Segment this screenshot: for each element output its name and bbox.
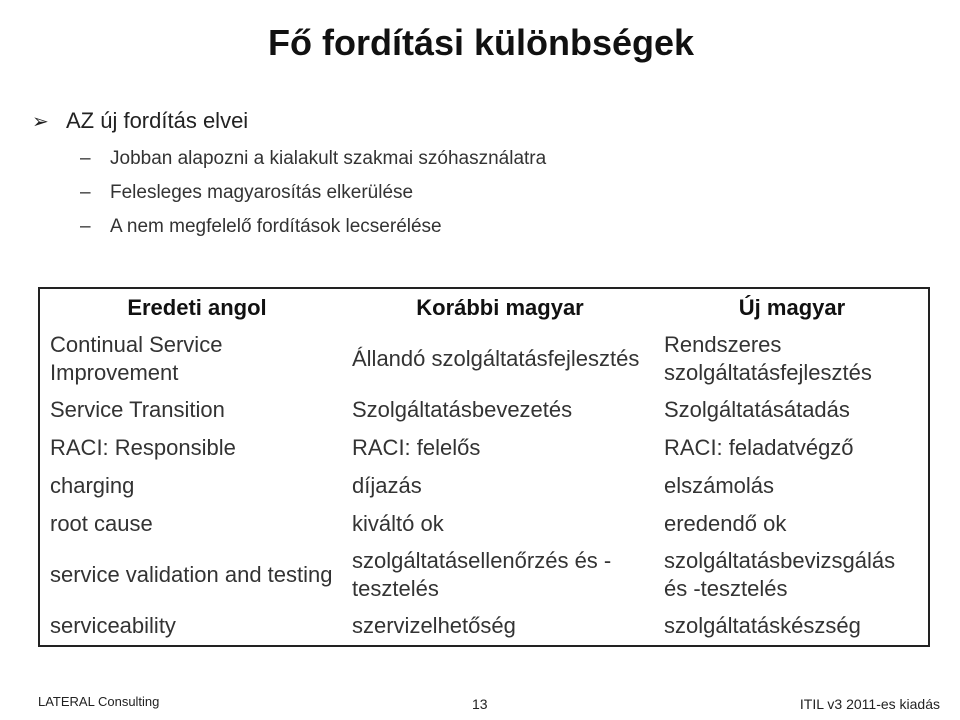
cell-english: RACI: Responsible xyxy=(50,435,236,460)
translation-table xyxy=(38,287,930,647)
sub-bullet-text: Felesleges magyarosítás elkerülése xyxy=(110,182,414,203)
footer-edition: ITIL v3 2011-es kiadás xyxy=(799,696,940,712)
sub-bullet-text: Jobban alapozni a kialakult szakmai szóhasználatra xyxy=(110,148,547,169)
cell-new: Szolgáltatásátadás xyxy=(664,397,850,422)
cell-new: RACI: feladatvégző xyxy=(664,435,854,460)
cell-english: serviceability xyxy=(50,613,176,638)
table-row xyxy=(39,543,929,607)
sub-bullet-text: A nem megfelelő fordítások lecserélése xyxy=(110,216,442,237)
cell-english: Continual Service Improvement xyxy=(50,332,223,385)
cell-new: eredendő ok xyxy=(664,511,787,536)
table-row xyxy=(39,467,929,505)
cell-new: Rendszeres szolgáltatásfejlesztés xyxy=(664,332,872,385)
cell-previous: szolgáltatásellenőrzés és -tesztelés xyxy=(352,548,612,601)
slide-title: Fő fordítási különbségek xyxy=(268,22,695,63)
cell-previous: szervizelhetőség xyxy=(352,613,516,638)
cell-previous: Szolgáltatásbevezetés xyxy=(352,397,573,422)
cell-new: szolgáltatáskészség xyxy=(664,613,861,638)
dash-bullet-icon: – xyxy=(80,148,91,169)
table-row xyxy=(39,391,929,429)
dash-bullet-icon: – xyxy=(80,216,91,237)
cell-english: charging xyxy=(50,473,135,498)
sub-bullet-item xyxy=(80,216,442,238)
cell-previous: Állandó szolgáltatásfejlesztés xyxy=(352,346,640,371)
cell-english: service validation and testing xyxy=(50,562,333,587)
header-original-english: Eredeti angol xyxy=(127,295,267,320)
footer-company: LATERAL Consulting xyxy=(38,694,160,709)
arrow-bullet-icon: ➢ xyxy=(32,111,49,133)
cell-english: Service Transition xyxy=(50,397,225,422)
cell-new: elszámolás xyxy=(664,473,775,498)
sub-bullet-item xyxy=(80,148,546,170)
table-row xyxy=(39,327,929,391)
table-header-row xyxy=(39,288,929,327)
cell-new: szolgáltatásbevizsgálás és -tesztelés xyxy=(664,548,896,601)
header-previous-hungarian: Korábbi magyar xyxy=(416,295,584,320)
page-number: 13 xyxy=(472,696,488,712)
cell-previous: kiváltó ok xyxy=(352,511,444,536)
cell-previous: RACI: felelős xyxy=(352,435,481,460)
cell-english: root cause xyxy=(50,511,153,536)
bullet-item xyxy=(32,108,248,134)
bullet-text: AZ új fordítás elvei xyxy=(66,108,249,133)
sub-bullet-item xyxy=(80,182,413,204)
table-row xyxy=(39,429,929,467)
slide-footer xyxy=(0,694,960,716)
cell-previous: díjazás xyxy=(352,473,422,498)
table-row xyxy=(39,505,929,543)
dash-bullet-icon: – xyxy=(80,182,91,203)
header-new-hungarian: Új magyar xyxy=(738,295,846,320)
table-row xyxy=(39,607,929,646)
